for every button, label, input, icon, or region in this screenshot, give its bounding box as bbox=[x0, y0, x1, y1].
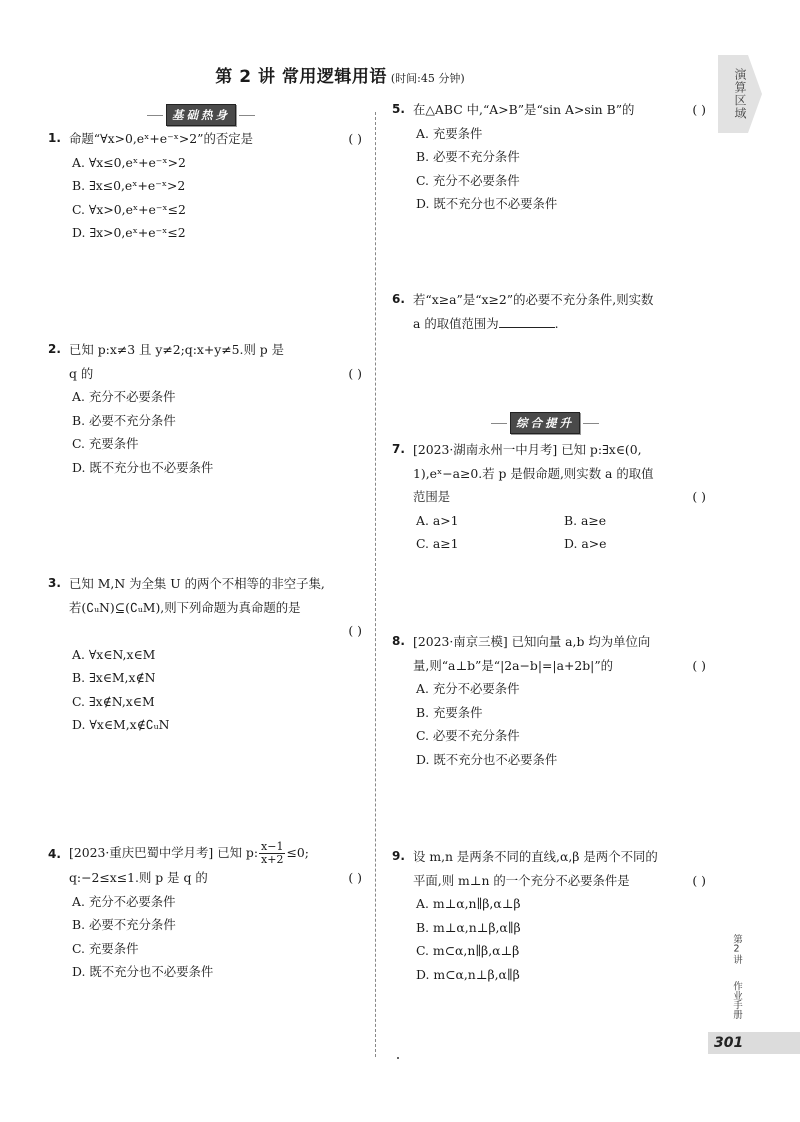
question-9 bbox=[392, 845, 712, 986]
question-number: 4. bbox=[48, 847, 61, 861]
option-c: C. m⊂α,n∥β,α⊥β bbox=[416, 943, 520, 958]
question-number: 8. bbox=[392, 634, 405, 648]
question-stem: [2023·湖南永州一中月考] 已知 p:∃x∈(0, bbox=[413, 442, 642, 457]
option-b: B. 必要不充分条件 bbox=[72, 412, 176, 428]
fraction-denominator: x+2 bbox=[261, 853, 284, 866]
section-badge-advanced: 综合提升 bbox=[510, 412, 580, 434]
workbook-label: 作业手册 bbox=[731, 981, 742, 1019]
question-3 bbox=[48, 572, 368, 737]
option-c: C. ∀x>0,eˣ+e⁻ˣ≤2 bbox=[72, 201, 186, 217]
scratch-area-label: 演算区域 bbox=[733, 68, 747, 120]
time-limit: (时间:45 分钟) bbox=[390, 72, 465, 85]
lecture-marker: 第2讲 bbox=[731, 934, 742, 964]
answer-paren: ( ) bbox=[692, 657, 706, 673]
question-8 bbox=[392, 630, 712, 771]
option-b: B. 充要条件 bbox=[416, 704, 483, 720]
question-number: 3. bbox=[48, 576, 61, 590]
option-a: A. m⊥α,n∥β,α⊥β bbox=[416, 896, 521, 911]
option-c: C. 必要不充分条件 bbox=[416, 728, 520, 743]
answer-paren: ( ) bbox=[348, 131, 362, 146]
option-b: B. m⊥α,n⊥β,α∥β bbox=[416, 919, 521, 935]
question-stem-cont: 范围是 bbox=[413, 489, 451, 504]
answer-paren: ( ) bbox=[692, 489, 706, 504]
option-a: A. a>1 bbox=[416, 512, 459, 528]
option-c: C. 充要条件 bbox=[72, 436, 139, 451]
option-d: D. m⊂α,n⊥β,α∥β bbox=[416, 966, 520, 982]
option-a: A. 充分不必要条件 bbox=[72, 389, 176, 404]
question-stem-cont: 若(∁ᵤN)⊆(∁ᵤM),则下列命题为真命题的是 bbox=[69, 599, 301, 615]
question-6: 6. 若“x≥a”是“x≥2”的必要不充分条件,则实数 a 的取值范围为 . bbox=[392, 288, 712, 335]
option-a: A. ∀x∈N,x∈M bbox=[72, 646, 156, 662]
answer-paren: ( ) bbox=[348, 623, 362, 638]
answer-blank[interactable] bbox=[499, 313, 555, 328]
question-stem-cont: 1),eˣ−a≥0.若 p 是假命题,则实数 a 的取值 bbox=[413, 465, 654, 481]
page-number: 301 bbox=[714, 1035, 744, 1051]
option-c: C. ∃x∉N,x∈M bbox=[72, 693, 155, 709]
question-stem-cont: 量,则“a⊥b”是“|2a−b|=|a+2b|”的 bbox=[413, 657, 614, 673]
page-mark bbox=[397, 1057, 399, 1059]
lecture-title: 第 2 讲 常用逻辑用语 bbox=[215, 67, 387, 87]
question-stem: 若“x≥a”是“x≥2”的必要不充分条件,则实数 bbox=[413, 292, 654, 307]
question-number: 2. bbox=[48, 342, 61, 356]
question-2 bbox=[48, 338, 368, 479]
answer-paren: ( ) bbox=[692, 102, 706, 117]
question-stem: 在△ABC 中,“A>B”是“sin A>sin B”的 bbox=[413, 102, 635, 117]
question-stem: 命题“∀x>0,eˣ+e⁻ˣ>2”的否定是 bbox=[69, 131, 254, 146]
option-a: A. 充要条件 bbox=[416, 125, 483, 141]
question-stem: 设 m,n 是两条不同的直线,α,β 是两个不同的 bbox=[413, 849, 658, 864]
question-stem: [2023·重庆巴蜀中学月考] 已知 p: bbox=[69, 845, 259, 860]
option-d: D. 既不充分也不必要条件 bbox=[416, 196, 558, 211]
question-number: 1. bbox=[48, 131, 61, 145]
option-c: C. a≥1 bbox=[416, 536, 459, 551]
question-stem: 已知 M,N 为全集 U 的两个不相等的非空子集, bbox=[69, 576, 325, 591]
question-number: 9. bbox=[392, 849, 405, 863]
answer-paren: ( ) bbox=[692, 872, 706, 888]
scratch-area-tab bbox=[718, 55, 748, 133]
option-d: D. ∃x>0,eˣ+e⁻ˣ≤2 bbox=[72, 225, 186, 240]
option-d: D. 既不充分也不必要条件 bbox=[72, 964, 214, 979]
option-c: C. 充要条件 bbox=[72, 940, 139, 956]
section-badge-basic: 基础热身 bbox=[166, 104, 236, 126]
option-a: A. ∀x≤0,eˣ+e⁻ˣ>2 bbox=[72, 154, 186, 170]
option-d: D. a>e bbox=[564, 536, 607, 551]
fraction bbox=[259, 841, 285, 866]
option-b: B. 必要不充分条件 bbox=[416, 149, 520, 164]
option-b: B. ∃x≤0,eˣ+e⁻ˣ>2 bbox=[72, 178, 186, 193]
question-5 bbox=[392, 98, 712, 216]
question-number: 6. bbox=[392, 292, 405, 306]
page-title bbox=[0, 62, 680, 87]
option-d: D. ∀x∈M,x∉∁ᵤN bbox=[72, 717, 170, 732]
question-stem-cont: q:−2≤x≤1.则 p 是 q 的 bbox=[69, 870, 208, 885]
option-a: A. 充分不必要条件 bbox=[416, 681, 520, 696]
option-b: B. 必要不充分条件 bbox=[72, 917, 176, 932]
option-b: B. a≥e bbox=[564, 512, 607, 528]
answer-paren: ( ) bbox=[348, 365, 362, 381]
answer-paren: ( ) bbox=[348, 870, 362, 885]
option-d: D. 既不充分也不必要条件 bbox=[72, 459, 214, 475]
question-number: 5. bbox=[392, 102, 405, 116]
question-4: 4. [2023·重庆巴蜀中学月考] 已知 p: $\frac{x-1}{x+2}$ ≤0; q:−2≤x≤1.则 p 是 q 的 ( ) A. 充分不必要条件 B. 必要不充分条件 C. 充要条件 D. 既不充分也不必要条件 bbox=[48, 841, 368, 984]
option-d: D. 既不充分也不必要条件 bbox=[416, 751, 558, 767]
fraction-numerator: x−1 bbox=[261, 840, 284, 853]
question-7 bbox=[392, 438, 712, 556]
question-stem-cont: a 的取值范围为 bbox=[413, 315, 499, 331]
column-divider bbox=[375, 112, 376, 1057]
option-a: A. 充分不必要条件 bbox=[72, 893, 176, 909]
question-1 bbox=[48, 127, 368, 245]
question-stem-cont: 平面,则 m⊥n 的一个充分不必要条件是 bbox=[413, 872, 630, 888]
question-stem-cont: q 的 bbox=[69, 365, 94, 381]
question-stem: 已知 p:x≠3 且 y≠2;q:x+y≠5.则 p 是 bbox=[69, 342, 285, 357]
option-b: B. ∃x∈M,x∉N bbox=[72, 670, 156, 685]
question-number: 7. bbox=[392, 442, 405, 456]
option-c: C. 充分不必要条件 bbox=[416, 172, 520, 188]
question-stem: [2023·南京三模] 已知向量 a,b 均为单位向 bbox=[413, 634, 651, 649]
